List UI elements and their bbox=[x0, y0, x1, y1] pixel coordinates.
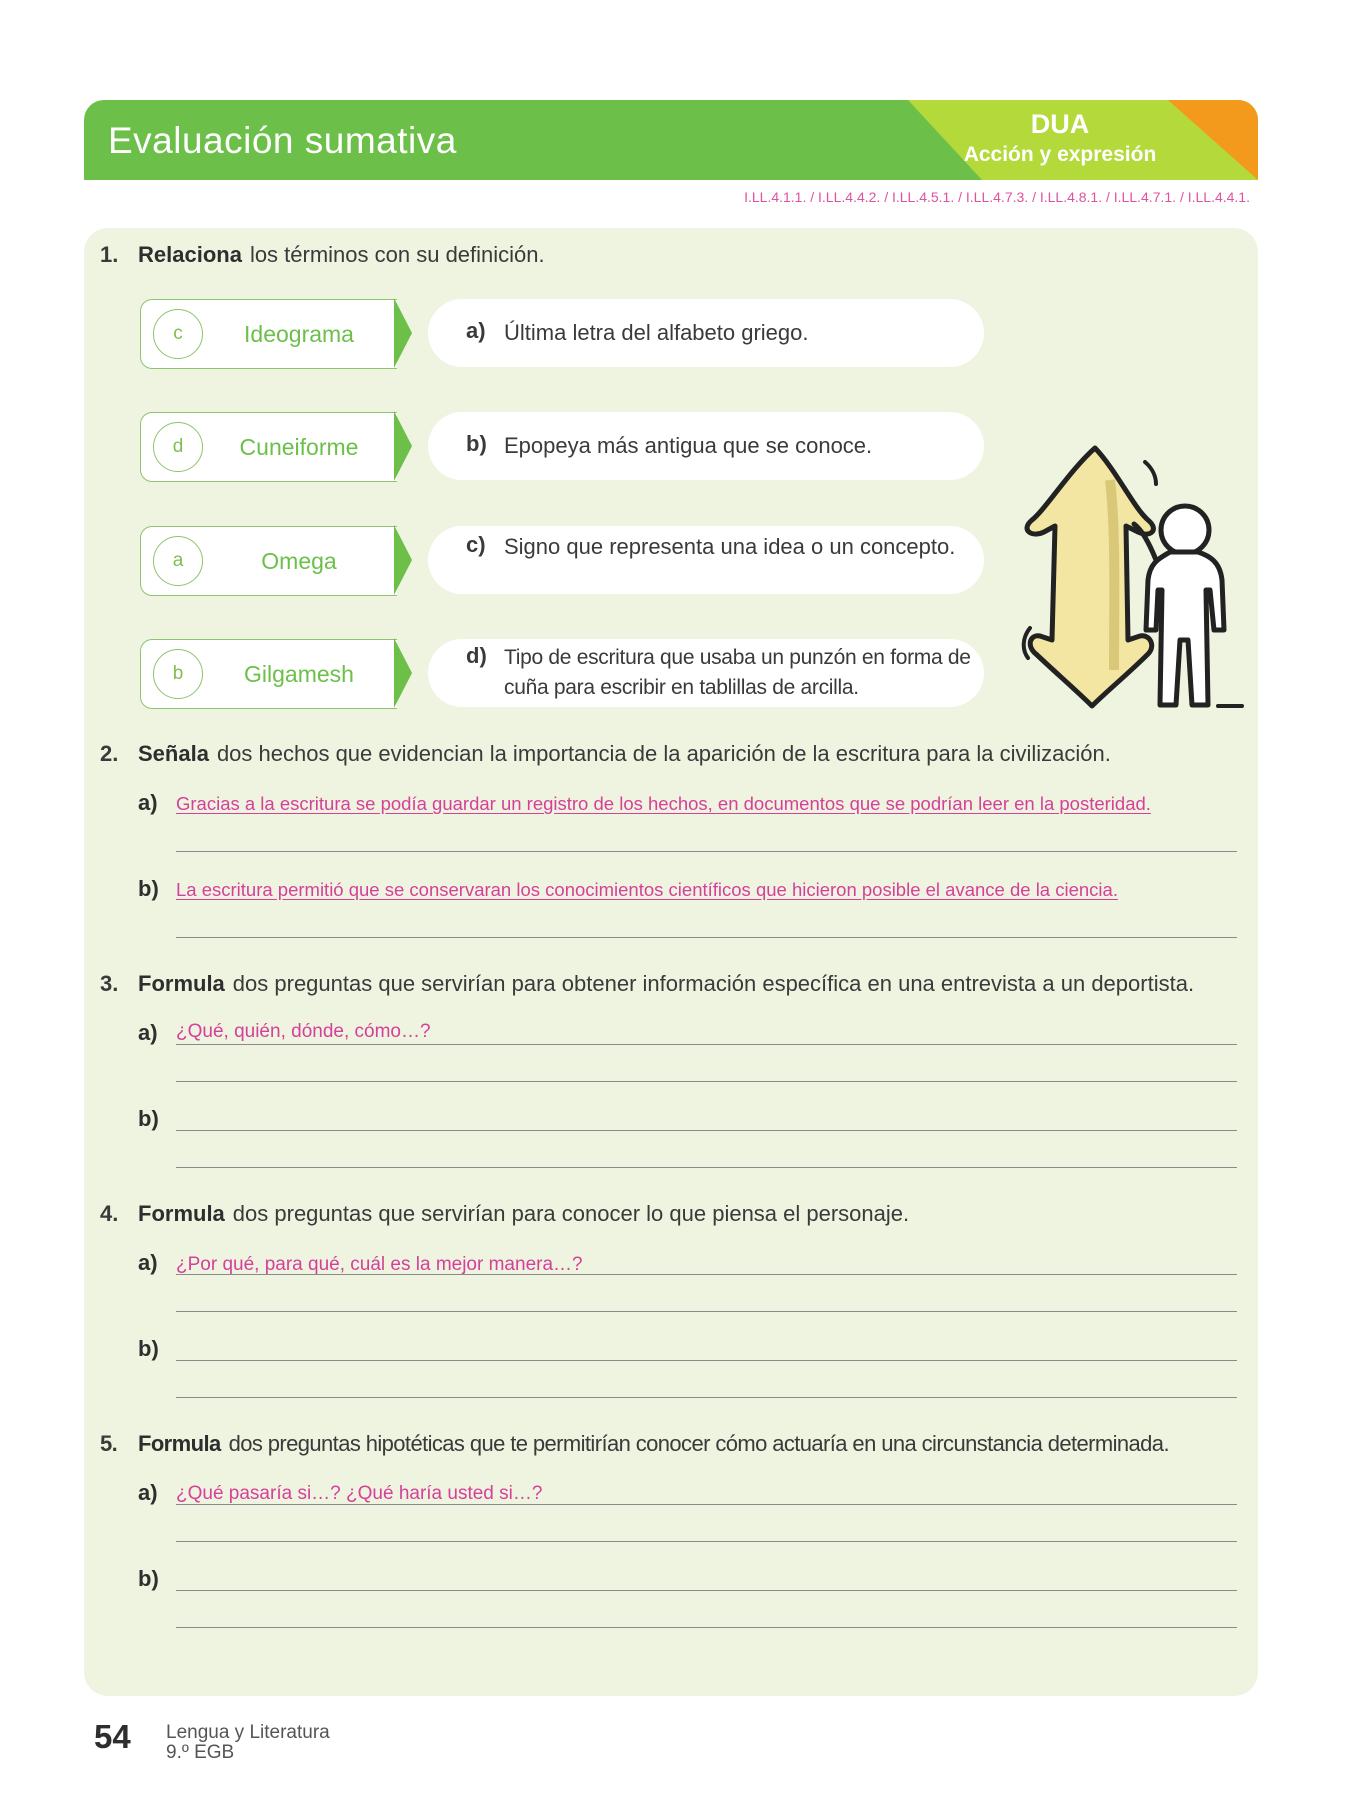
answer-circle[interactable]: d bbox=[153, 422, 203, 472]
term-label: Cuneiforme bbox=[239, 434, 359, 460]
question-number: 5. bbox=[100, 1431, 118, 1456]
answer-line[interactable] bbox=[176, 1397, 1237, 1398]
definition-text: Signo que representa una idea o un concepto. bbox=[504, 534, 956, 559]
definition-box bbox=[428, 412, 984, 480]
term-box bbox=[140, 526, 397, 596]
term-label: Omega bbox=[261, 548, 337, 574]
term-box bbox=[140, 299, 397, 369]
definition-letter: a) bbox=[466, 318, 486, 343]
question-text: dos hechos que evidencian la importancia de la aparición de la escritura para la civilización. bbox=[216, 741, 1111, 766]
question-text: dos preguntas que servirían para obtener información específica en una entrevista a un deportista. bbox=[232, 971, 1195, 996]
answer-line[interactable] bbox=[176, 1360, 1237, 1361]
answer-circle[interactable]: a bbox=[153, 536, 203, 586]
term-arrow-icon bbox=[394, 298, 412, 368]
definition-text: Tipo de escritura que usaba un punzón en forma de cuña para escribir en tablillas de arcilla. bbox=[504, 646, 971, 699]
answer-label-a: a) bbox=[138, 1480, 158, 1505]
answer-circle[interactable]: b bbox=[153, 649, 203, 699]
answer-line[interactable] bbox=[176, 1167, 1237, 1168]
question-1 bbox=[100, 242, 545, 268]
answer-label-b: b) bbox=[138, 1566, 159, 1591]
definition-box bbox=[428, 299, 984, 367]
answer-label-b: b) bbox=[138, 1336, 159, 1361]
question-text: dos preguntas hipotéticas que te permitirían conocer cómo actuaría en una circunstancia determinada. bbox=[228, 1431, 1169, 1456]
question-number: 2. bbox=[100, 741, 119, 766]
answer-line[interactable] bbox=[176, 1590, 1237, 1591]
definition-text: Epopeya más antigua que se conoce. bbox=[504, 433, 873, 458]
question-verb: Formula bbox=[138, 1201, 225, 1226]
question-text: dos preguntas que servirían para conocer lo que piensa el personaje. bbox=[232, 1201, 910, 1226]
answer-circle[interactable]: c bbox=[153, 309, 203, 359]
section-header bbox=[84, 100, 1258, 180]
page-number: 54 bbox=[94, 1718, 131, 1755]
question-text: los términos con su definición. bbox=[249, 242, 545, 267]
answer-text[interactable]: La escritura permitió que se conservaran los conocimientos científicos que hicieron posible el avance de la ciencia. bbox=[176, 879, 1118, 900]
indicator-codes: I.LL.4.1.1. / I.LL.4.4.2. / I.LL.4.5.1. / I.LL.4.7.3. / I.LL.4.8.1. / I.LL.4.7.1. / I.LL.4.4.1. bbox=[744, 189, 1250, 205]
answer-text[interactable]: ¿Qué pasaría si…? ¿Qué haría usted si…? bbox=[176, 1483, 543, 1504]
question-number: 4. bbox=[100, 1201, 119, 1226]
answer-label-a: a) bbox=[138, 1250, 158, 1275]
answer-line[interactable] bbox=[176, 1274, 1237, 1275]
answer-label-b: b) bbox=[138, 1106, 159, 1131]
answer-line[interactable] bbox=[176, 937, 1237, 938]
subject-name: Lengua y Literatura bbox=[166, 1722, 330, 1743]
definition-box bbox=[428, 639, 984, 707]
term-arrow-icon bbox=[394, 638, 412, 708]
answer-label-a: a) bbox=[138, 790, 158, 815]
definition-text: Última letra del alfabeto griego. bbox=[504, 320, 809, 345]
answer-label-a: a) bbox=[138, 1020, 158, 1045]
term-label: Ideograma bbox=[244, 321, 354, 347]
question-4 bbox=[100, 1201, 909, 1227]
question-verb: Formula bbox=[138, 1431, 221, 1456]
answer-text[interactable]: ¿Por qué, para qué, cuál es la mejor manera…? bbox=[176, 1254, 583, 1275]
term-arrow-icon bbox=[394, 411, 412, 481]
question-verb: Señala bbox=[138, 741, 209, 766]
footer-subject bbox=[166, 1723, 330, 1763]
answer-line[interactable] bbox=[176, 1627, 1237, 1628]
question-number: 1. bbox=[100, 242, 119, 267]
answer-label-b: b) bbox=[138, 876, 159, 901]
answer-line[interactable] bbox=[176, 1081, 1237, 1082]
question-5 bbox=[100, 1431, 1169, 1457]
dua-title: DUA bbox=[1030, 109, 1090, 139]
term-box bbox=[140, 639, 397, 709]
question-3 bbox=[100, 971, 1194, 997]
definition-letter: b) bbox=[466, 431, 487, 456]
answer-line[interactable] bbox=[176, 1130, 1237, 1131]
answer-line[interactable] bbox=[176, 1504, 1237, 1505]
figure-with-arrow-illustration bbox=[1010, 440, 1250, 715]
definition-box bbox=[428, 526, 984, 594]
answer-text[interactable]: ¿Qué, quién, dónde, cómo…? bbox=[176, 1021, 431, 1042]
definition-letter: c) bbox=[466, 532, 486, 557]
answer-line[interactable] bbox=[176, 1311, 1237, 1312]
definition-letter: d) bbox=[466, 643, 487, 668]
answer-line[interactable] bbox=[176, 1044, 1237, 1045]
answer-text[interactable]: Gracias a la escritura se podía guardar un registro de los hechos, en documentos que se podrían leer en la posteridad. bbox=[176, 793, 1151, 814]
question-verb: Formula bbox=[138, 971, 225, 996]
question-2 bbox=[100, 741, 1111, 767]
term-box bbox=[140, 412, 397, 482]
dua-subtitle: Acción y expresión bbox=[963, 143, 1157, 166]
question-verb: Relaciona bbox=[138, 242, 242, 267]
grade-level: 9.º EGB bbox=[166, 1742, 235, 1763]
term-label: Gilgamesh bbox=[244, 661, 354, 687]
term-arrow-icon bbox=[394, 525, 412, 595]
section-title: Evaluación sumativa bbox=[108, 120, 457, 161]
answer-line[interactable] bbox=[176, 851, 1237, 852]
answer-line[interactable] bbox=[176, 1541, 1237, 1542]
question-number: 3. bbox=[100, 971, 119, 996]
